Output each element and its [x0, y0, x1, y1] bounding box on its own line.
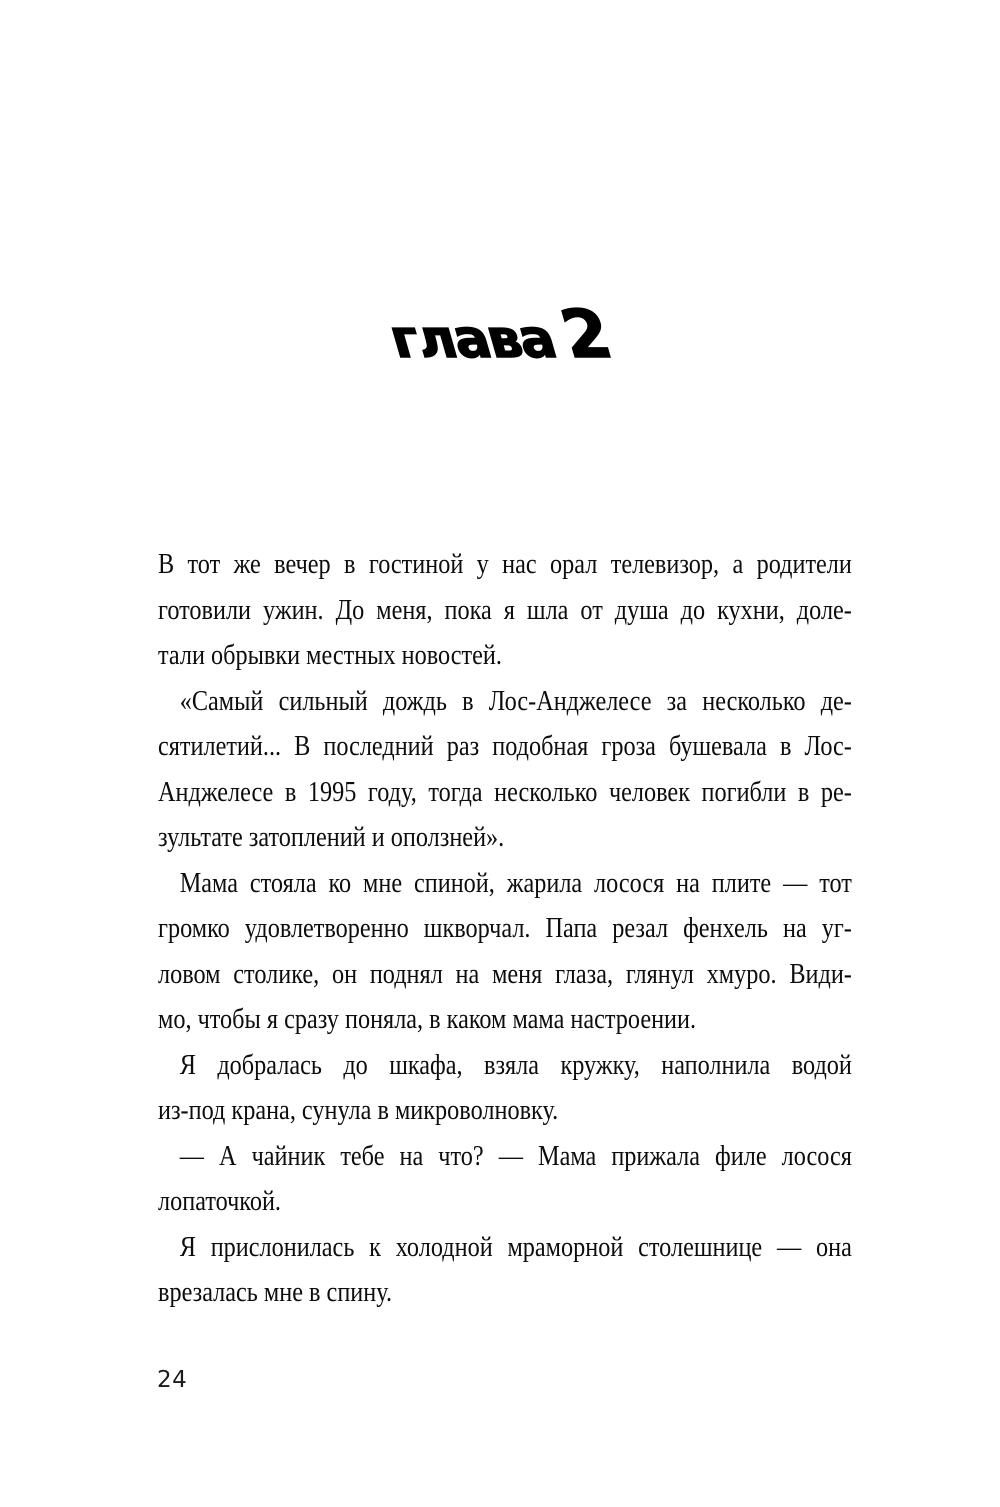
- chapter-heading-number: 2: [552, 296, 621, 373]
- text-line: ловом столике, он поднял на меня глаза, глянул хмуро. Види-: [158, 957, 852, 990]
- text-line: В тот же вечер в гостиной у нас орал телевизор, а родители: [158, 548, 852, 580]
- paragraph: [158, 1134, 852, 1225]
- chapter-heading-text: [381, 296, 621, 373]
- paragraph: [158, 542, 852, 679]
- text-line: Я добралась до шкафа, взяла кружку, наполнила водой: [179, 1048, 852, 1081]
- chapter-heading: [0, 296, 1000, 373]
- text-line: из-под крана, сунула в микроволновку.: [158, 1094, 559, 1126]
- text-line: — А чайник тебе на что? — Мама прижала филе лосося: [179, 1139, 852, 1172]
- text-line: Анджелесе в 1995 году, тогда несколько человек погибли в ре-: [158, 775, 852, 808]
- text-line: «Самый сильный дождь в Лос-Анджелесе за несколько де-: [179, 684, 852, 717]
- chapter-heading-word: глава: [382, 309, 562, 370]
- text-line: Я прислонилась к холодной мраморной столешнице — она: [179, 1230, 852, 1263]
- text-line: Мама стояла ко мне спиной, жарила лосося на плите — тот: [179, 866, 852, 899]
- text-line: громко удовлетворенно шкворчал. Папа резал фенхель на уг-: [158, 912, 852, 944]
- paragraph: [158, 1043, 852, 1134]
- paragraph: [158, 1225, 852, 1316]
- body-text: [158, 542, 852, 1316]
- paragraph: [158, 679, 852, 861]
- text-line: лопаточкой.: [158, 1185, 281, 1217]
- text-line: сятилетий... В последний раз подобная гроза бушевала в Лос-: [158, 730, 852, 762]
- text-line: зультате затоплений и оползней».: [158, 821, 505, 853]
- text-line: готовили ужин. До меня, пока я шла от душа до кухни, доле-: [158, 593, 852, 626]
- text-line: врезалась мне в спину.: [158, 1276, 393, 1308]
- paragraph: [158, 861, 852, 1043]
- text-line: тали обрывки местных новостей.: [158, 639, 502, 671]
- text-line: мо, чтобы я сразу поняла, в каком мама настроении.: [158, 1003, 697, 1035]
- page-number: 24: [157, 1367, 188, 1393]
